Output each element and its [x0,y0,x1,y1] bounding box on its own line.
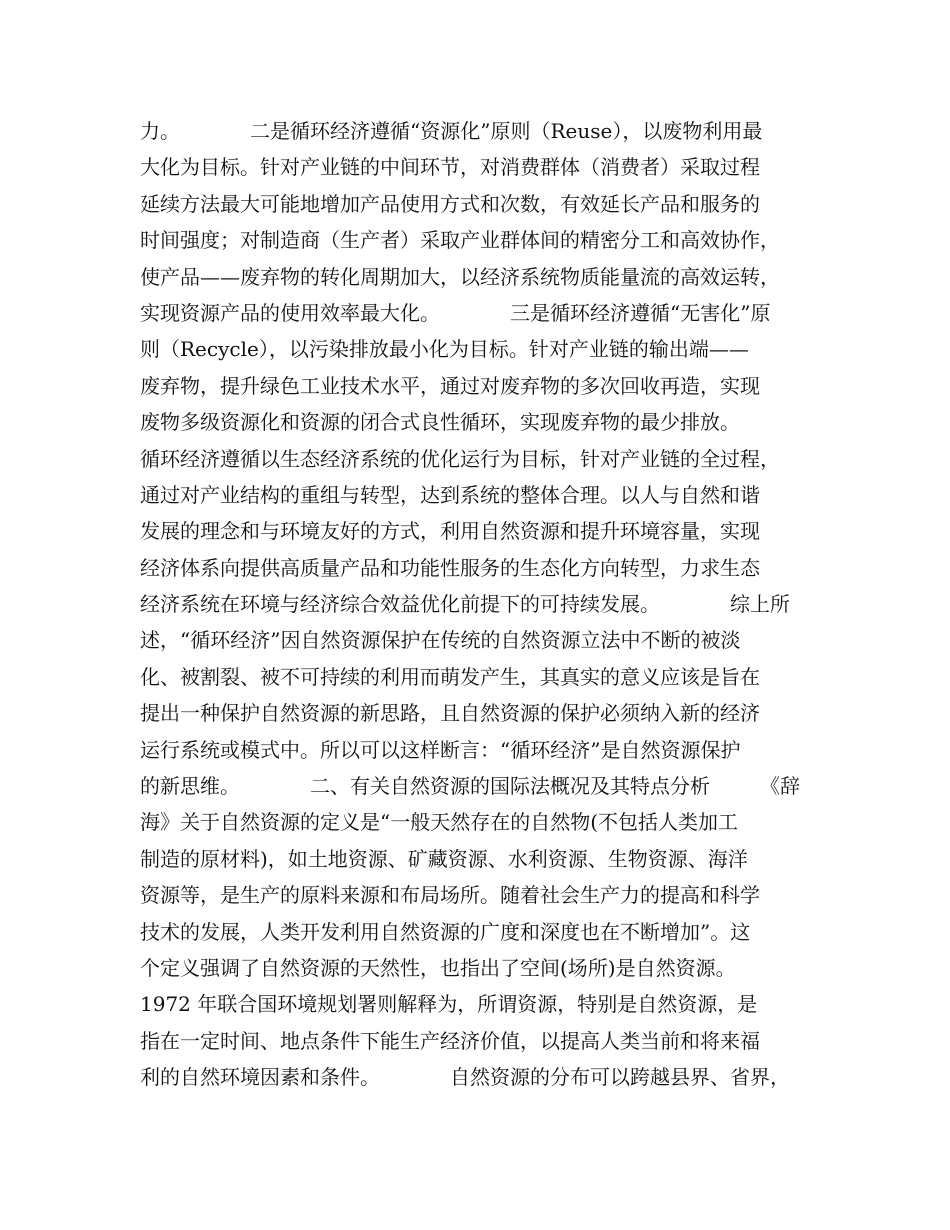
text-line: 经济体系向提供高质量产品和功能性服务的生态化方向转型，力求生态 [140,555,760,580]
text-line: 废弃物，提升绿色工业技术水平，通过对废弃物的多次回收再造，实现 [140,373,760,398]
text-line: 利的自然环境因素和条件。 自然资源的分布可以跨越县界、省界， [140,1065,790,1090]
text-line: 个定义强调了自然资源的天然性，也指出了空间(场所)是自然资源。 [140,955,736,980]
body-text [140,113,830,1096]
text-line: 大化为目标。针对产业链的中间环节，对消费群体（消费者）采取过程 [140,155,760,180]
text-line: 经济系统在环境与经济综合效益优化前提下的可持续发展。 综上所 [140,592,790,617]
text-line: 述，“循环经济”因自然资源保护在传统的自然资源立法中不断的被淡 [140,628,741,653]
text-line: 技术的发展，人类开发利用自然资源的广度和深度也在不断增加”。这 [140,919,751,944]
text-line: 使产品——废弃物的转化周期加大，以经济系统物质能量流的高效运转， [140,264,780,289]
text-line: 运行系统或模式中。所以可以这样断言：“循环经济”是自然资源保护 [140,737,741,762]
text-line: 延续方法最大可能地增加产品使用方式和次数，有效延长产品和服务的 [140,191,760,216]
text-line: 发展的理念和与环境友好的方式，利用自然资源和提升环境容量，实现 [140,519,760,544]
text-line: 循环经济遵循以生态经济系统的优化运行为目标，针对产业链的全过程， [140,446,780,471]
text-line: 化、被割裂、被不可持续的利用而萌发产生，其真实的意义应该是旨在 [140,664,760,689]
text-line: 则（Recycle），以污染排放最小化为目标。针对产业链的输出端—— [140,337,749,362]
text-line: 实现资源产品的使用效率最大化。 三是循环经济遵循“无害化”原 [140,300,771,325]
text-line: 指在一定时间、地点条件下能生产经济价值，以提高人类当前和将来福 [140,1028,760,1053]
text-line: 废物多级资源化和资源的闭合式良性循环，实现废弃物的最少排放。 [140,410,740,435]
text-line: 提出一种保护自然资源的新思路，且自然资源的保护必须纳入新的经济 [140,701,760,726]
text-line: 力。 二是循环经济遵循“资源化”原则（Reuse），以废物利用最 [140,119,763,143]
text-line: 制造的原材料)，如土地资源、矿藏资源、水利资源、生物资源、海洋 [140,846,748,871]
text-line: 时间强度；对制造商（生产者）采取产业群体间的精密分工和高效协作， [140,228,780,253]
text-line: 资源等，是生产的原料来源和布局场所。随着社会生产力的提高和科学 [140,883,760,908]
text-line: 的新思维。 二、有关自然资源的国际法概况及其特点分析 《辞 [140,774,800,799]
text-line: 通过对产业结构的重组与转型，达到系统的整体合理。以人与自然和谐 [140,482,760,507]
text-line: 1972 年联合国环境规划署则解释为，所谓资源，特别是自然资源，是 [140,992,758,1017]
text-line: 海》关于自然资源的定义是“一般天然存在的自然物(不包括人类加工 [140,810,739,835]
